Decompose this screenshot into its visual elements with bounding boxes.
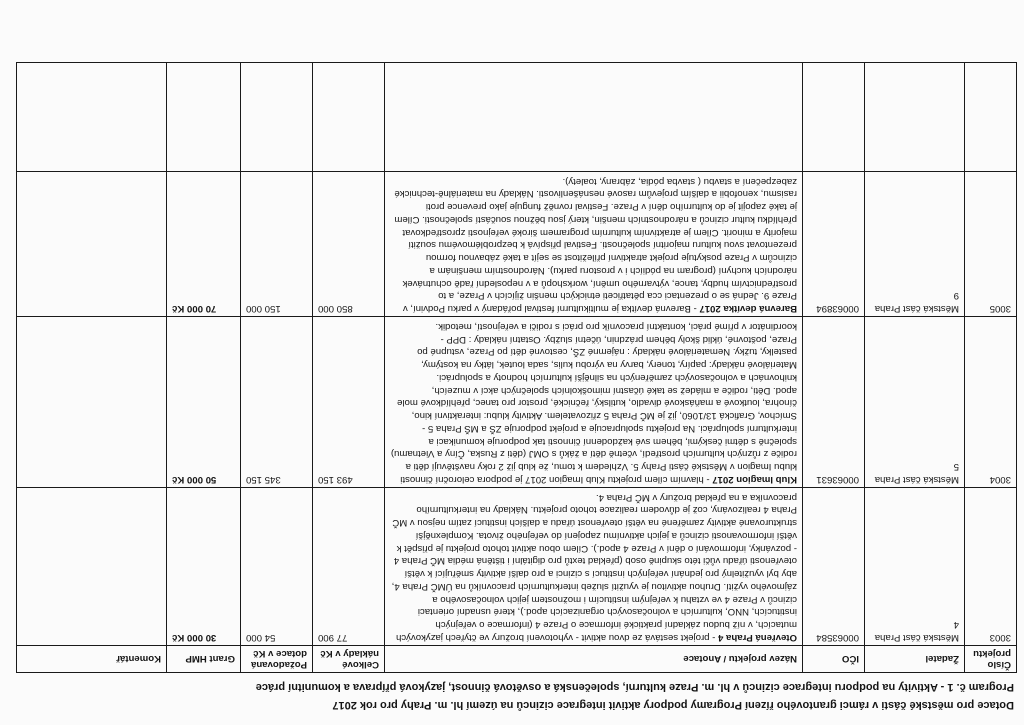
cell-zadatel: Městská část Praha 4 (865, 487, 965, 645)
empty-cell (241, 62, 313, 171)
header-ico: IČO (803, 645, 865, 672)
cell-ico: 00063631 (803, 317, 865, 488)
table-row (17, 171, 1017, 316)
cell-nazev (385, 487, 803, 645)
header-komentar: Komentář (17, 645, 167, 672)
cell-komentar (17, 317, 167, 488)
empty-cell (803, 62, 865, 171)
project-annotation: - hlavním cílem projektu Klub Imagion 2017 je podpora celoroční činnosti klubu Imagion v Městské části Prahy 5. Vzhledem k tomu, že klub již 2 roky navštěvují děti a rodiče z různých kulturních prostředí, včetně dětí a žáků s OMJ (děti z Ruska, Číny a Vietnamu) společně s dětmi českými, během své každodenní činnosti tak podporuje komunikaci a interkulturní spolupráci. Na projektu spolupracuje a projekt podporuje ZŠ a MŠ Praha 5 - Smíchov, Grafická 13/1060, již je MČ Praha 5 zřizovatelem. Aktivity klubu: interaktivní kino, čínohra, loutkové a maňáskové divadlo, kutilský, řečnické, prostor pro tanec, přehlídkové mole apod. Děti, rodiče a mládež se také účastní mimoškolních společných akcí v muzeích, knihovnách a volnočasových zaměřených na silnější kulturních hodnoty a spolupráci. Materiálové náklady: papíry, tonery, barvy na výrobu kulis, sada loutek, látky na kostýmy, pastelky, tužky. Nemateriálové náklady : nájemné ZŠ, cestovné dětí po Praze, vstupné po Praze, poštovné, úklid školy během prázdnin, účetní služby. Ostatní náklady : DPP - koordinátor v přímé práci, kontaktní pracovník pro práci s rodiči a veřejností, metodik. (390, 320, 797, 485)
empty-cell (313, 62, 385, 171)
cell-grant: 70 000 Kč (167, 171, 241, 316)
project-name: Barevná devítka 2017 (699, 303, 797, 315)
cell-zadatel: Městská část Praha 9 (865, 171, 965, 316)
table-header-row (17, 645, 1017, 672)
document-title: Dotace pro městské části v rámci grantového řízení Programy podpory aktivit integrace cizinců na území hl. m. Prahy pro rok 2017 (332, 699, 1014, 711)
cell-celkove: 850 000 (313, 171, 385, 316)
empty-cell (17, 62, 167, 171)
table-row (17, 487, 1017, 645)
empty-cell (385, 62, 803, 171)
document-subtitle: Program č. 1 - Aktivity na podporu integrace cizinců v hl. m. Praze kulturní, společenská a osvětová činnost, jazyková příprava a komunitní práce (255, 681, 1014, 693)
cell-grant: 50 000 Kč (167, 317, 241, 488)
cell-komentar (17, 487, 167, 645)
cell-nazev (385, 317, 803, 488)
header-grant: Grant HMP (167, 645, 241, 672)
header-zadatel: Žadatel (865, 645, 965, 672)
cell-pozadovana: 54 000 (241, 487, 313, 645)
header-nazev: Název projektu / Anotace (385, 645, 803, 672)
header-pozadovana: Požadovaná dotace v Kč (241, 645, 313, 672)
cell-cislo: 3004 (965, 317, 1017, 488)
cell-nazev (385, 171, 803, 316)
project-name: Otevřená Praha 4 (718, 631, 797, 643)
empty-cell (965, 62, 1017, 171)
cell-komentar (17, 171, 167, 316)
cell-celkove: 77 900 (313, 487, 385, 645)
cell-cislo: 3005 (965, 171, 1017, 316)
empty-cell (167, 62, 241, 171)
cell-ico: 00063584 (803, 487, 865, 645)
cell-grant: 30 000 Kč (167, 487, 241, 645)
cell-pozadovana: 345 150 (241, 317, 313, 488)
empty-cell (865, 62, 965, 171)
project-annotation: - projekt sestává ze dvou aktivit - vyhotovení brožury ve čtyřech jazykových mutacích, v níž budou základní praktické informace o Praze 4 (informace o veřejných institucích, NNO, kulturních a volnočasových organizacích apod.), které usnadní orientaci cizinců v Praze 4 ve vztahu k veřejným institucím i možnostem jejich volnočasového a zájmového vyžití. Druhou aktivitou je využití služeb interkulturních pracovníků na ÚMČ Praha 4, aby byl využitelný pro jednání veřejných institucí s cizinci a pro další aktivity směřující k větší otevřenosti úřadu vůči této skupině osob (překlad textů pro digitální i tištěná média MČ Praha 4 - pozvánky, informování o dění v Praze 4 apod.). Cílem obou aktivit tohoto projektu je přispět k větší informovanosti cizinců a jejich aktivnímu zapojení do veřejného života. Komplexnější strukturované aktivity zaměřené na větší otevřenost úřadu a dalších institucí zatím nejsou v MČ Praha 4 realizovány, což je důvodem realizace tohoto projektu. Náklady na interkulturního pracovníka a na překlad brožury v MČ Praha 4. (391, 491, 797, 643)
cell-cislo: 3003 (965, 487, 1017, 645)
cell-ico: 00063894 (803, 171, 865, 316)
cell-zadatel: Městská část Praha 5 (865, 317, 965, 488)
table-row (17, 317, 1017, 488)
cell-celkove: 493 150 (313, 317, 385, 488)
project-annotation: - Barevná devítka je multikulturní festival pořádaný v parku Podviní, v Praze 9. Jedná se o prezentaci cca pětatřiceti etnických menšin žijících v Praze, a to prostřednictvím hudby, tance, výtvarného umění, workshopů a v neposlední řadě ochutnávek národních kuchyní (program na pódiích i v prostoru parku). Národnostním menšinám a cizincům v Praze poskytuje projekt atraktivní příležitost se sejít a také zábavnou formou prezentovat svou kulturu majoritní společnosti. Festival přispívá k bezproblémovému soužití majority a minorit. Cílem je atraktivním kulturním programem široké veřejnosti zprostředkovat přehlídku kultur cizinců a národnostních menšin, který jsou běžnou součástí společnosti. Cílem je také zapojit je do kulturního dění v Praze. Festival rovněž funguje jako prevence proti rasismu, xenofobii a dalším projevům rasové nesnášenlivosti. Náklady na materiálně-technické zabezpečení a stavbu ( stavba pódia, zábrany, toalety). (394, 175, 797, 315)
empty-row (17, 62, 1017, 171)
header-cislo: Číslo projektu (965, 645, 1017, 672)
project-name: Klub Imagion 2017 (712, 473, 797, 485)
cell-pozadovana: 150 000 (241, 171, 313, 316)
header-celkove: Celkové náklady v Kč (313, 645, 385, 672)
grant-table (16, 62, 1017, 673)
